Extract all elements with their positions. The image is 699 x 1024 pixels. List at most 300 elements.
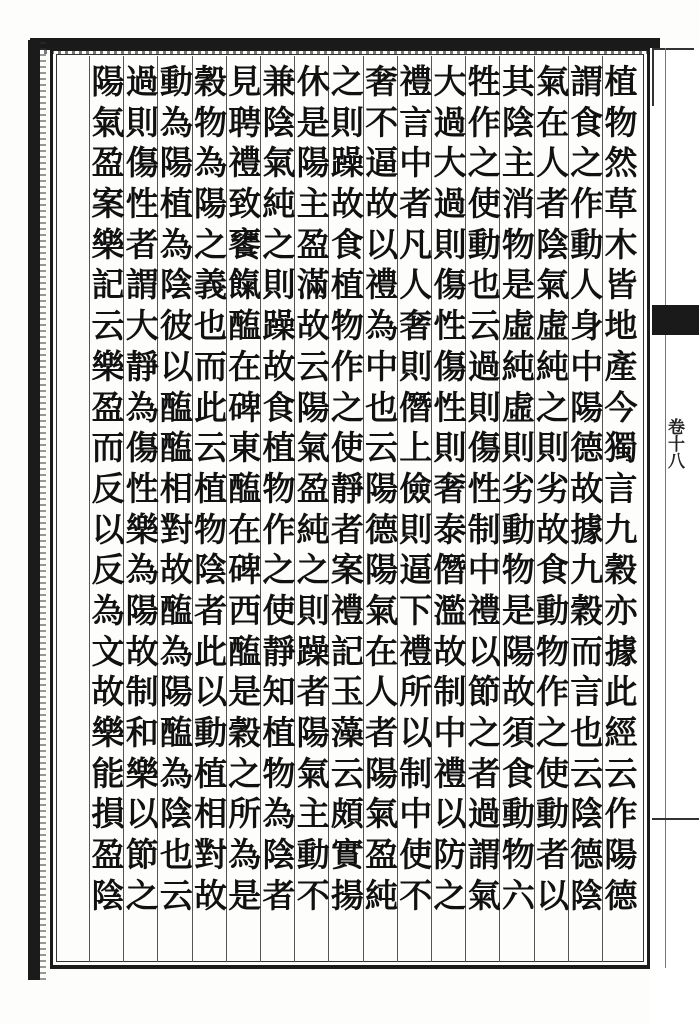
character: 德	[570, 835, 604, 875]
character: 言	[570, 672, 604, 712]
character: 物	[536, 631, 570, 671]
character: 記	[330, 631, 364, 671]
character: 逼	[365, 143, 399, 183]
character: 者	[365, 713, 399, 752]
character: 性	[125, 468, 159, 508]
character: 陽	[365, 550, 399, 590]
character: 則	[433, 224, 467, 264]
character: 盈	[91, 835, 125, 875]
character: 文	[91, 631, 125, 671]
character: 躁	[330, 143, 364, 183]
character: 故	[91, 672, 125, 712]
character: 對	[194, 835, 228, 875]
character: 傷	[467, 428, 501, 468]
character: 故	[262, 346, 296, 386]
character: 故	[536, 509, 570, 549]
character: 陰	[159, 265, 193, 305]
character: 則	[296, 590, 330, 630]
character: 逼	[399, 550, 433, 590]
character: 人	[365, 672, 399, 712]
character: 此	[604, 672, 638, 712]
character: 陰	[262, 835, 296, 875]
character: 陰	[159, 794, 193, 834]
character: 是	[501, 590, 535, 630]
character: 云	[467, 306, 501, 346]
character: 躁	[296, 631, 330, 671]
character: 為	[159, 224, 193, 264]
character: 動	[194, 713, 228, 752]
text-column	[194, 62, 228, 916]
character: 作	[536, 672, 570, 712]
character: 陰	[194, 550, 228, 590]
character: 制	[467, 509, 501, 549]
character: 之	[570, 143, 604, 183]
character: 之	[467, 143, 501, 183]
character: 主	[296, 794, 330, 834]
character: 食	[330, 224, 364, 264]
character: 傷	[125, 428, 159, 468]
character: 之	[330, 62, 364, 101]
character: 動	[159, 62, 193, 101]
character: 陽	[604, 835, 638, 875]
text-column	[91, 62, 125, 916]
character: 為	[262, 794, 296, 834]
character: 陽	[501, 631, 535, 671]
character: 揚	[330, 875, 364, 915]
character: 盈	[365, 835, 399, 875]
character: 之	[194, 224, 228, 264]
character: 制	[433, 672, 467, 712]
character: 盈	[296, 468, 330, 508]
character: 過	[467, 794, 501, 834]
character: 云	[91, 306, 125, 346]
character: 則	[467, 387, 501, 427]
text-column	[125, 62, 159, 916]
character: 醢	[159, 590, 193, 630]
character: 者	[262, 875, 296, 915]
character: 彼	[159, 306, 193, 346]
character: 陽	[296, 143, 330, 183]
character: 大	[433, 62, 467, 101]
character: 中	[365, 346, 399, 386]
character: 是	[228, 672, 262, 712]
character: 動	[570, 224, 604, 264]
text-column	[467, 62, 501, 916]
character: 虛	[501, 387, 535, 427]
character: 故	[570, 468, 604, 508]
character: 陰	[91, 875, 125, 915]
character: 為	[365, 306, 399, 346]
character: 物	[194, 102, 228, 142]
character: 作	[604, 794, 638, 834]
character: 動	[501, 509, 535, 549]
character: 在	[228, 509, 262, 549]
character: 制	[125, 672, 159, 712]
character: 純	[365, 875, 399, 915]
character: 作	[570, 184, 604, 224]
character: 故	[159, 550, 193, 590]
character: 以	[91, 509, 125, 549]
character: 者	[467, 753, 501, 793]
character: 者	[125, 224, 159, 264]
character: 則	[330, 102, 364, 142]
character: 僭	[433, 550, 467, 590]
character: 植	[194, 753, 228, 793]
character: 則	[125, 102, 159, 142]
character: 上	[399, 428, 433, 468]
character: 案	[330, 550, 364, 590]
character: 陽	[365, 753, 399, 793]
character: 據	[604, 631, 638, 671]
character: 則	[433, 428, 467, 468]
page-gutter	[650, 48, 699, 1024]
character: 奢	[365, 62, 399, 101]
character: 節	[467, 672, 501, 712]
character: 言	[399, 102, 433, 142]
character: 以	[399, 713, 433, 752]
character: 過	[433, 102, 467, 142]
character: 陽	[296, 713, 330, 752]
text-column	[536, 62, 570, 916]
character: 植	[194, 468, 228, 508]
character: 今	[604, 387, 638, 427]
character: 為	[159, 753, 193, 793]
character: 云	[330, 753, 364, 793]
character: 陽	[296, 387, 330, 427]
character: 碑	[228, 550, 262, 590]
character: 儉	[399, 468, 433, 508]
character: 植	[604, 62, 638, 101]
character: 案	[91, 184, 125, 224]
character: 中	[399, 794, 433, 834]
character: 傷	[125, 143, 159, 183]
character: 故	[330, 184, 364, 224]
character: 是	[296, 102, 330, 142]
gutter-tick	[652, 818, 699, 820]
character: 以	[159, 346, 193, 386]
character: 禮	[433, 753, 467, 793]
text-column	[262, 62, 296, 916]
character: 制	[399, 753, 433, 793]
character: 陽	[125, 590, 159, 630]
character: 傷	[433, 265, 467, 305]
character: 產	[604, 346, 638, 386]
bottom-border-rule	[50, 965, 650, 969]
character: 樂	[125, 753, 159, 793]
character: 相	[159, 468, 193, 508]
character: 為	[194, 143, 228, 183]
character: 陰	[536, 224, 570, 264]
character: 穀	[604, 550, 638, 590]
character: 食	[536, 550, 570, 590]
character: 反	[91, 550, 125, 590]
character: 植	[262, 428, 296, 468]
character: 陽	[194, 184, 228, 224]
character: 饔	[228, 224, 262, 264]
character: 中	[399, 143, 433, 183]
character: 氣	[365, 794, 399, 834]
character: 動	[536, 590, 570, 630]
character: 樂	[91, 224, 125, 264]
character: 穀	[228, 713, 262, 752]
character: 穀	[570, 590, 604, 630]
character: 食	[262, 387, 296, 427]
character: 為	[125, 550, 159, 590]
character: 使	[330, 428, 364, 468]
character: 故	[194, 875, 228, 915]
character: 云	[296, 346, 330, 386]
character: 性	[125, 184, 159, 224]
character: 靜	[330, 468, 364, 508]
character: 以	[365, 224, 399, 264]
character: 禮	[467, 590, 501, 630]
character: 物	[501, 224, 535, 264]
character: 身	[570, 306, 604, 346]
text-column	[604, 62, 638, 916]
character: 氣	[536, 62, 570, 101]
character: 相	[194, 794, 228, 834]
character: 謂	[125, 265, 159, 305]
character: 六	[501, 875, 535, 915]
character: 中	[570, 346, 604, 386]
character: 物	[501, 550, 535, 590]
character: 餼	[228, 265, 262, 305]
character: 休	[296, 62, 330, 101]
character: 陽	[570, 387, 604, 427]
character: 濫	[433, 590, 467, 630]
character: 純	[262, 184, 296, 224]
character: 記	[91, 265, 125, 305]
character: 則	[262, 265, 296, 305]
text-column	[159, 62, 193, 916]
character: 而	[194, 346, 228, 386]
character: 氣	[91, 102, 125, 142]
character: 者	[536, 835, 570, 875]
character: 據	[570, 509, 604, 549]
character: 醢	[159, 387, 193, 427]
character: 獨	[604, 428, 638, 468]
character: 之	[125, 875, 159, 915]
character: 損	[91, 794, 125, 834]
character: 陽	[159, 672, 193, 712]
character: 謂	[570, 62, 604, 101]
character: 見	[228, 62, 262, 101]
character: 靜	[262, 631, 296, 671]
character: 也	[570, 713, 604, 752]
character: 劣	[536, 468, 570, 508]
character: 躁	[262, 306, 296, 346]
character: 則	[501, 428, 535, 468]
character: 實	[330, 835, 364, 875]
character: 以	[125, 794, 159, 834]
character: 過	[125, 62, 159, 101]
character: 使	[467, 184, 501, 224]
character: 聘	[228, 102, 262, 142]
character: 者	[536, 184, 570, 224]
character: 者	[330, 509, 364, 549]
character: 九	[604, 509, 638, 549]
character: 之	[433, 875, 467, 915]
character: 陰	[262, 102, 296, 142]
character: 不	[399, 875, 433, 915]
character: 盈	[296, 224, 330, 264]
text-column	[399, 62, 433, 916]
character: 物	[330, 306, 364, 346]
character: 致	[228, 184, 262, 224]
text-column	[228, 62, 262, 916]
character: 德	[604, 875, 638, 915]
character: 虛	[501, 306, 535, 346]
character: 所	[399, 672, 433, 712]
character: 純	[296, 509, 330, 549]
character: 者	[399, 184, 433, 224]
text-column	[296, 62, 330, 916]
character: 醢	[159, 713, 193, 752]
character: 作	[467, 102, 501, 142]
character: 云	[570, 753, 604, 793]
character: 下	[399, 590, 433, 630]
character: 奢	[399, 306, 433, 346]
character: 物	[262, 468, 296, 508]
character: 草	[604, 184, 638, 224]
character: 則	[399, 509, 433, 549]
character: 在	[228, 346, 262, 386]
character: 而	[570, 631, 604, 671]
character: 作	[330, 346, 364, 386]
character: 過	[433, 184, 467, 224]
character: 醢	[228, 468, 262, 508]
character: 東	[228, 428, 262, 468]
character: 之	[228, 753, 262, 793]
character: 防	[433, 835, 467, 875]
character: 以	[433, 794, 467, 834]
character: 以	[536, 875, 570, 915]
character: 物	[604, 102, 638, 142]
character: 為	[228, 835, 262, 875]
character: 中	[433, 713, 467, 752]
character: 動	[296, 835, 330, 875]
character: 西	[228, 590, 262, 630]
character: 之	[330, 387, 364, 427]
character: 經	[604, 713, 638, 752]
character: 氣	[262, 143, 296, 183]
character: 食	[501, 753, 535, 793]
character: 不	[296, 875, 330, 915]
character: 消	[501, 184, 535, 224]
character: 故	[433, 631, 467, 671]
character: 人	[399, 265, 433, 305]
character: 純	[536, 346, 570, 386]
character: 以	[194, 672, 228, 712]
character: 中	[467, 550, 501, 590]
character: 牲	[467, 62, 501, 101]
character: 是	[228, 875, 262, 915]
character: 樂	[91, 713, 125, 752]
character: 性	[433, 387, 467, 427]
character: 在	[365, 631, 399, 671]
character: 木	[604, 224, 638, 264]
character: 云	[604, 753, 638, 793]
character: 作	[262, 509, 296, 549]
character: 僭	[399, 387, 433, 427]
character: 而	[91, 428, 125, 468]
character: 之	[536, 713, 570, 752]
character: 和	[125, 713, 159, 752]
text-column	[501, 62, 535, 916]
character: 能	[91, 753, 125, 793]
character: 滿	[296, 265, 330, 305]
character: 之	[467, 713, 501, 752]
character: 禮	[365, 265, 399, 305]
character: 劣	[501, 468, 535, 508]
character: 則	[536, 428, 570, 468]
character: 使	[262, 590, 296, 630]
character: 所	[228, 794, 262, 834]
character: 須	[501, 713, 535, 752]
fishtail-mark	[652, 305, 699, 335]
character: 頗	[330, 794, 364, 834]
character: 人	[536, 143, 570, 183]
character: 氣	[365, 590, 399, 630]
character: 玉	[330, 672, 364, 712]
character: 德	[570, 428, 604, 468]
character: 兼	[262, 62, 296, 101]
gutter-rule	[665, 48, 666, 968]
character: 皆	[604, 265, 638, 305]
character: 物	[194, 509, 228, 549]
character: 醢	[228, 631, 262, 671]
character: 過	[467, 346, 501, 386]
character: 節	[125, 835, 159, 875]
character: 氣	[536, 265, 570, 305]
character: 盈	[91, 387, 125, 427]
character: 云	[365, 428, 399, 468]
character: 之	[536, 387, 570, 427]
character: 植	[159, 184, 193, 224]
character: 使	[536, 753, 570, 793]
character: 物	[501, 835, 535, 875]
character: 陰	[570, 794, 604, 834]
character: 德	[365, 509, 399, 549]
character: 也	[194, 306, 228, 346]
character: 靜	[125, 346, 159, 386]
character: 云	[159, 875, 193, 915]
character: 禮	[330, 590, 364, 630]
character: 則	[399, 346, 433, 386]
character: 禮	[399, 631, 433, 671]
character: 亦	[604, 590, 638, 630]
character: 以	[467, 631, 501, 671]
character: 純	[501, 346, 535, 386]
character: 動	[467, 224, 501, 264]
character: 陰	[570, 875, 604, 915]
text-column	[570, 62, 604, 916]
volume-mark: 卷十八	[664, 418, 684, 469]
character: 之	[262, 550, 296, 590]
character: 虛	[536, 306, 570, 346]
character: 其	[501, 62, 535, 101]
character: 謂	[467, 835, 501, 875]
character: 為	[159, 631, 193, 671]
character: 此	[194, 631, 228, 671]
character: 性	[433, 306, 467, 346]
text-column	[365, 62, 399, 916]
character: 奢	[433, 468, 467, 508]
character: 此	[194, 387, 228, 427]
character: 然	[604, 143, 638, 183]
character: 性	[467, 468, 501, 508]
character: 義	[194, 265, 228, 305]
